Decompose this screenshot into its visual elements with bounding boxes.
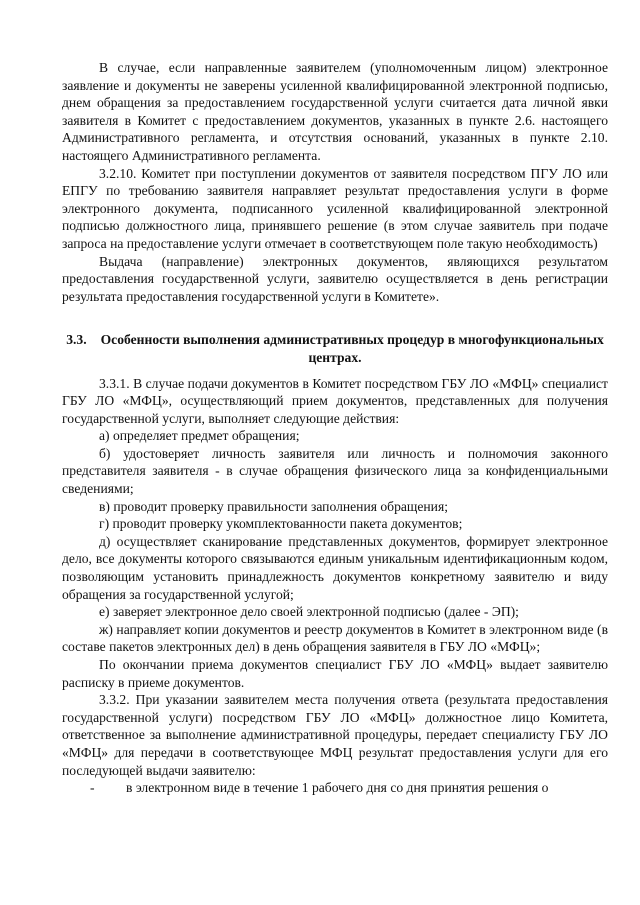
paragraph-3-2-10: 3.2.10. Комитет при поступлении документов от заявителя посредством ПГУ ЛО или ЕПГУ по требованию заявителя направляет результат предоставления услуги в форме электронного документа, подписанного усиленной квалифицированной электронной подписью должностного лица, принявшего решение (в этом случае заявитель при подаче запроса на предоставление услуги отмечает в соответствующем поле такую необходимость) bbox=[62, 165, 608, 251]
dash-marker: - bbox=[90, 780, 95, 796]
list-item-c: в) проводит проверку правильности заполнения обращения; bbox=[99, 498, 448, 514]
list-item-e: д) осуществляет сканирование представленных документов, формирует электронное дело, все документы которого связываются единым уникальным идентификационным кодом, позволяющим установить принадлежность документов конкретному заявителю и виду обращения за государственной услугой; bbox=[62, 533, 608, 602]
clause-number: 3.2.10. bbox=[99, 165, 142, 181]
section-title: Особенности выполнения административных процедур в многофункциональных центрах. bbox=[100, 332, 604, 365]
paragraph-issuance: Выдача (направление) электронных документов, являющихся результатом предоставления государственной услуги, заявителю осуществляется в день регистрации результата предоставления государственной услуги в Комитете». bbox=[62, 253, 608, 304]
document-body bbox=[62, 59, 608, 797]
list-item-f: е) заверяет электронное дело своей электронной подписью (далее - ЭП); bbox=[99, 604, 519, 620]
section-number: 3.3. bbox=[66, 332, 87, 348]
list-item-g: ж) направляет копии документов и реестр документов в Комитет в электронном виде (в составе пакетов электронных дел) в день обращения заявителя в ГБУ ЛО «МФЦ»; bbox=[62, 621, 608, 655]
section-heading bbox=[62, 331, 608, 366]
list-item-a: а) определяет предмет обращения; bbox=[99, 428, 300, 444]
paragraph-receipt: По окончании приема документов специалист ГБУ ЛО «МФЦ» выдает заявителю расписку в приеме документов. bbox=[62, 657, 608, 690]
dash-item-text: в электронном виде в течение 1 рабочего дня со дня принятия решения о bbox=[126, 780, 549, 796]
list-item-d: г) проводит проверку укомплектованности пакета документов; bbox=[99, 516, 463, 532]
paragraph-3-3-2: 3.3.2. При указании заявителем места получения ответа (результата предоставления государственной услуги) посредством ГБУ ЛО «МФЦ» должностное лицо Комитета, ответственное за выполнение административной процедуры, передает специалисту ГБУ ЛО «МФЦ» для передачи в соответствующее МФЦ результат предоставления услуги для его последующей выдачи заявителю: bbox=[62, 692, 608, 778]
list-item-b: б) удостоверяет личность заявителя или личность и полномочия законного представителя заявителя - в случае обращения физического лица за конфиденциальными сведениями; bbox=[62, 445, 608, 497]
paragraph-intro: В случае, если направленные заявителем (уполномоченным лицом) электронное заявление и документы не заверены усиленной квалифицированной электронной подписью, днем обращения за предоставлением государственной услуги считается дата личной явки заявителя в Комитет с предоставлением документов, указанных в пункте 2.6. настоящего Административного регламента, и отсутствия оснований, указанных в пункте 2.10. настоящего Административного регламента. bbox=[62, 60, 608, 163]
dash-list-item bbox=[62, 779, 608, 797]
paragraph-3-3-1: 3.3.1. В случае подачи документов в Комитет посредством ГБУ ЛО «МФЦ» специалист ГБУ ЛО «МФЦ», осуществляющий прием документов, представленных для получения государственной услуги, выполняет следующие действия: bbox=[62, 375, 608, 426]
